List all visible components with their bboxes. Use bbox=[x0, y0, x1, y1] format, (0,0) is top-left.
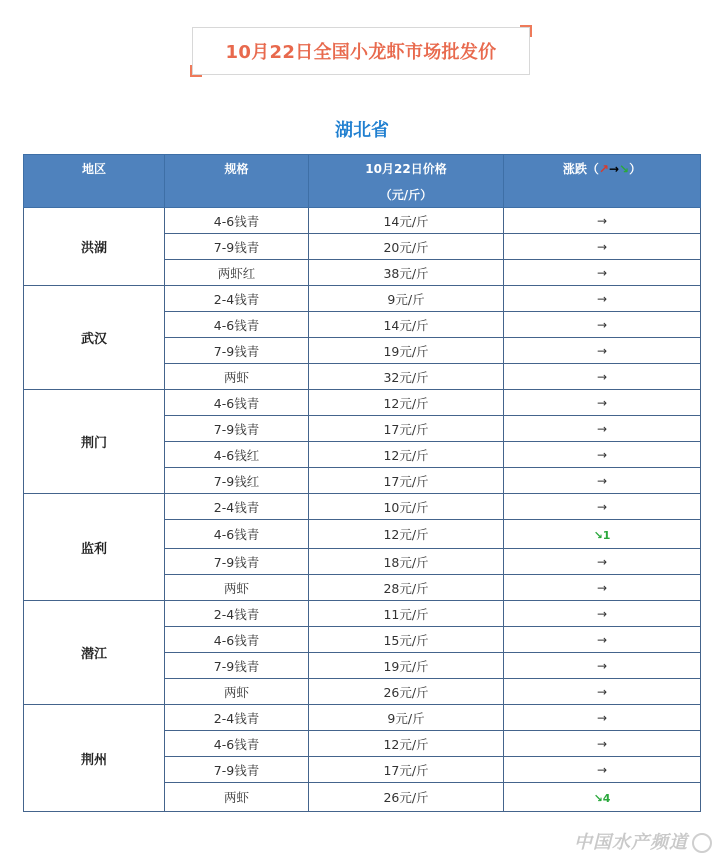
title-corner-decoration bbox=[520, 25, 532, 37]
trend-flat-icon: → bbox=[596, 474, 608, 488]
trend-cell bbox=[504, 731, 701, 757]
price-cell: 28元/斤 bbox=[309, 575, 504, 601]
header-region: 地区 bbox=[24, 155, 165, 208]
trend-cell bbox=[504, 705, 701, 731]
spec-cell: 4-6钱青 bbox=[165, 208, 309, 234]
price-cell: 32元/斤 bbox=[309, 364, 504, 390]
price-cell: 18元/斤 bbox=[309, 549, 504, 575]
trend-cell bbox=[504, 549, 701, 575]
price-cell: 26元/斤 bbox=[309, 679, 504, 705]
spec-cell: 两虾 bbox=[165, 679, 309, 705]
spec-cell: 7-9钱青 bbox=[165, 234, 309, 260]
trend-flat-icon: → bbox=[596, 633, 608, 647]
region-cell: 荆门 bbox=[24, 390, 165, 494]
price-cell: 14元/斤 bbox=[309, 208, 504, 234]
region-cell: 荆州 bbox=[24, 705, 165, 812]
trend-flat-icon: → bbox=[596, 422, 608, 436]
spec-cell: 2-4钱青 bbox=[165, 601, 309, 627]
trend-flat-icon: → bbox=[596, 500, 608, 514]
trend-flat-icon: → bbox=[596, 685, 608, 699]
table-row bbox=[24, 494, 701, 520]
price-cell: 14元/斤 bbox=[309, 312, 504, 338]
spec-cell: 4-6钱青 bbox=[165, 627, 309, 653]
trend-cell bbox=[504, 575, 701, 601]
region-cell: 武汉 bbox=[24, 286, 165, 390]
trend-flat-icon: → bbox=[596, 292, 608, 306]
spec-cell: 4-6钱青 bbox=[165, 390, 309, 416]
trend-flat-icon: → bbox=[596, 266, 608, 280]
region-cell: 潜江 bbox=[24, 601, 165, 705]
spec-cell: 2-4钱青 bbox=[165, 705, 309, 731]
trend-flat-icon: → bbox=[596, 214, 608, 228]
trend-down-icon: ↘4 bbox=[593, 791, 611, 805]
spec-cell: 7-9钱青 bbox=[165, 653, 309, 679]
trend-cell bbox=[504, 494, 701, 520]
spec-cell: 2-4钱青 bbox=[165, 494, 309, 520]
region-cell: 洪湖 bbox=[24, 208, 165, 286]
trend-flat-icon: → bbox=[596, 240, 608, 254]
spec-cell: 2-4钱青 bbox=[165, 286, 309, 312]
trend-cell bbox=[504, 783, 701, 812]
title-box bbox=[192, 27, 530, 75]
price-cell: 12元/斤 bbox=[309, 390, 504, 416]
header-spec: 规格 bbox=[165, 155, 309, 208]
trend-flat-icon: → bbox=[596, 344, 608, 358]
price-cell: 15元/斤 bbox=[309, 627, 504, 653]
trend-flat-icon: → bbox=[596, 581, 608, 595]
price-cell: 26元/斤 bbox=[309, 783, 504, 812]
title-corner-decoration bbox=[190, 65, 202, 77]
watermark: 中国水产频道 bbox=[574, 828, 712, 854]
table-row bbox=[24, 208, 701, 234]
price-table bbox=[23, 154, 701, 812]
right-arrow-icon: → bbox=[608, 162, 620, 176]
table-row bbox=[24, 390, 701, 416]
trend-flat-icon: → bbox=[596, 659, 608, 673]
globe-icon bbox=[692, 833, 712, 853]
trend-down-icon: ↘1 bbox=[593, 528, 611, 542]
trend-flat-icon: → bbox=[596, 607, 608, 621]
up-arrow-icon: ↗ bbox=[598, 162, 609, 176]
header-trend: 涨跌（↗→↘） bbox=[504, 155, 701, 208]
trend-flat-icon: → bbox=[596, 370, 608, 384]
spec-cell: 7-9钱青 bbox=[165, 549, 309, 575]
trend-cell bbox=[504, 679, 701, 705]
trend-flat-icon: → bbox=[596, 737, 608, 751]
spec-cell: 7-9钱青 bbox=[165, 757, 309, 783]
trend-cell bbox=[504, 442, 701, 468]
table-row bbox=[24, 286, 701, 312]
price-cell: 38元/斤 bbox=[309, 260, 504, 286]
price-cell: 12元/斤 bbox=[309, 731, 504, 757]
price-cell: 12元/斤 bbox=[309, 442, 504, 468]
trend-cell bbox=[504, 208, 701, 234]
table-header-row bbox=[24, 155, 701, 208]
price-cell: 9元/斤 bbox=[309, 705, 504, 731]
trend-cell bbox=[504, 260, 701, 286]
trend-flat-icon: → bbox=[596, 396, 608, 410]
price-cell: 9元/斤 bbox=[309, 286, 504, 312]
trend-cell bbox=[504, 468, 701, 494]
table-row bbox=[24, 705, 701, 731]
spec-cell: 两虾 bbox=[165, 364, 309, 390]
spec-cell: 7-9钱青 bbox=[165, 338, 309, 364]
price-cell: 20元/斤 bbox=[309, 234, 504, 260]
trend-cell bbox=[504, 364, 701, 390]
trend-cell bbox=[504, 234, 701, 260]
trend-flat-icon: → bbox=[596, 318, 608, 332]
trend-cell bbox=[504, 286, 701, 312]
trend-flat-icon: → bbox=[596, 555, 608, 569]
spec-cell: 4-6钱青 bbox=[165, 312, 309, 338]
page-title: 10月22日全国小龙虾市场批发价 bbox=[225, 42, 497, 63]
trend-flat-icon: → bbox=[596, 711, 608, 725]
table-row bbox=[24, 601, 701, 627]
spec-cell: 两虾 bbox=[165, 783, 309, 812]
province-heading: 湖北省 bbox=[335, 120, 389, 141]
trend-cell bbox=[504, 601, 701, 627]
spec-cell: 7-9钱青 bbox=[165, 416, 309, 442]
price-cell: 10元/斤 bbox=[309, 494, 504, 520]
trend-flat-icon: → bbox=[596, 448, 608, 462]
trend-flat-icon: → bbox=[596, 763, 608, 777]
trend-cell bbox=[504, 312, 701, 338]
down-arrow-icon: ↘ bbox=[619, 162, 630, 176]
trend-cell bbox=[504, 390, 701, 416]
trend-cell bbox=[504, 520, 701, 549]
trend-cell bbox=[504, 338, 701, 364]
spec-cell: 两虾红 bbox=[165, 260, 309, 286]
trend-cell bbox=[504, 627, 701, 653]
price-cell: 11元/斤 bbox=[309, 601, 504, 627]
spec-cell: 两虾 bbox=[165, 575, 309, 601]
price-cell: 19元/斤 bbox=[309, 653, 504, 679]
spec-cell: 7-9钱红 bbox=[165, 468, 309, 494]
header-price: 10月22日价格 （元/斤） bbox=[309, 155, 504, 208]
spec-cell: 4-6钱红 bbox=[165, 442, 309, 468]
price-cell: 19元/斤 bbox=[309, 338, 504, 364]
trend-cell bbox=[504, 757, 701, 783]
price-cell: 12元/斤 bbox=[309, 520, 504, 549]
trend-cell bbox=[504, 416, 701, 442]
spec-cell: 4-6钱青 bbox=[165, 731, 309, 757]
spec-cell: 4-6钱青 bbox=[165, 520, 309, 549]
region-cell: 监利 bbox=[24, 494, 165, 601]
price-cell: 17元/斤 bbox=[309, 757, 504, 783]
price-cell: 17元/斤 bbox=[309, 468, 504, 494]
trend-cell bbox=[504, 653, 701, 679]
price-cell: 17元/斤 bbox=[309, 416, 504, 442]
